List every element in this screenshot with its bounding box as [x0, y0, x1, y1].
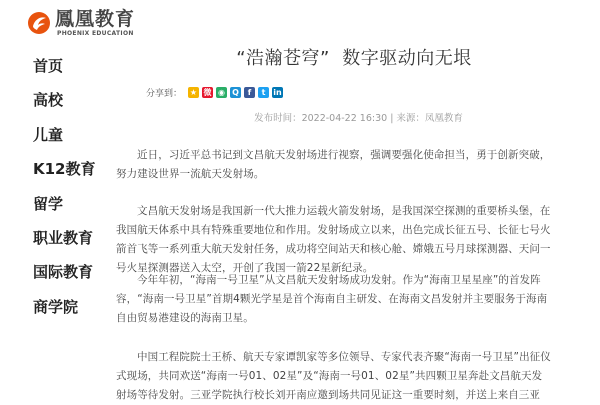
weibo-icon[interactable]: 微	[203, 88, 212, 97]
logo-name-cn: 鳳凰教育	[55, 8, 136, 30]
linkedin-icon[interactable]: in	[273, 88, 282, 97]
article-paragraph: 今年年初，“海南一号卫星”从文昌航天发射场成功发射。作为“海南卫星星座”的首发阵容，“海南一号卫星”首期4颗光学星是首个海南自主研发、在海南文昌发射并主要服务于海南自由贸易港建设的海南卫星。	[116, 274, 548, 324]
article-paragraph: 近日，习近平总书记到文昌航天发射场进行视察，强调要强化使命担当，勇于创新突破，努力建设世界一流航天发射场。	[116, 149, 551, 180]
article-title: “浩瀚苍穹” 数字驱动向无垠	[236, 48, 472, 69]
site-logo[interactable]	[27, 9, 135, 38]
share-icons	[188, 87, 286, 98]
nav-item-vocational[interactable]: 职业教育	[33, 228, 94, 247]
nav-item-children[interactable]: 儿童	[33, 125, 64, 144]
nav-item-international[interactable]: 国际教育	[33, 263, 94, 282]
article-paragraph: 文昌航天发射场是我国新一代大推力运载火箭发射场，是我国深空探测的重要桥头堡，在我国航天体系中具有特殊重要地位和作用。发射场成立以来，出色完成长征五号、长征七号火箭首飞等一系列重大航天发射任务，成功将空间站天和核心舱、嫦娥五号月球探测器、天问一号火星探测器送入太空，开创了我国一箭22星新纪录。	[116, 205, 551, 274]
twitter-icon[interactable]: t	[258, 87, 269, 98]
facebook-icon[interactable]: f	[244, 87, 255, 98]
nav-item-university[interactable]: 高校	[33, 91, 64, 110]
sidebar-nav	[33, 56, 96, 331]
qq-icon[interactable]: Q	[230, 87, 241, 98]
article-meta: 发布时间：2022-04-22 16:30 | 来源：凤凰教育	[254, 113, 463, 124]
share-label: 分享到：	[146, 89, 183, 99]
phoenix-logo-icon	[27, 11, 51, 35]
wechat-icon[interactable]: ◉	[216, 87, 227, 98]
article-paragraph: 中国工程院院士王桥、航天专家谭凯家等多位领导、专家代表齐聚“海南一号卫星”出征仪式现场，共同欢送“海南一号01、02星”及“海南一号01、02星”共四颗卫星奔赴文昌航天发射场等待发射。三亚学院执行校长刘开南应邀到场共同见证这一重要时刻，并送上来自三亚	[116, 351, 551, 401]
share-bar	[146, 86, 286, 99]
nav-item-study-abroad[interactable]: 留学	[33, 194, 64, 213]
nav-item-business-school[interactable]: 商学院	[33, 297, 79, 316]
nav-item-k12[interactable]: K12教育	[33, 160, 96, 179]
nav-item-home[interactable]: 首页	[33, 57, 64, 75]
qzone-icon[interactable]: ★	[189, 88, 198, 97]
logo-name-en: PHOENIX EDUCATION	[57, 30, 134, 37]
